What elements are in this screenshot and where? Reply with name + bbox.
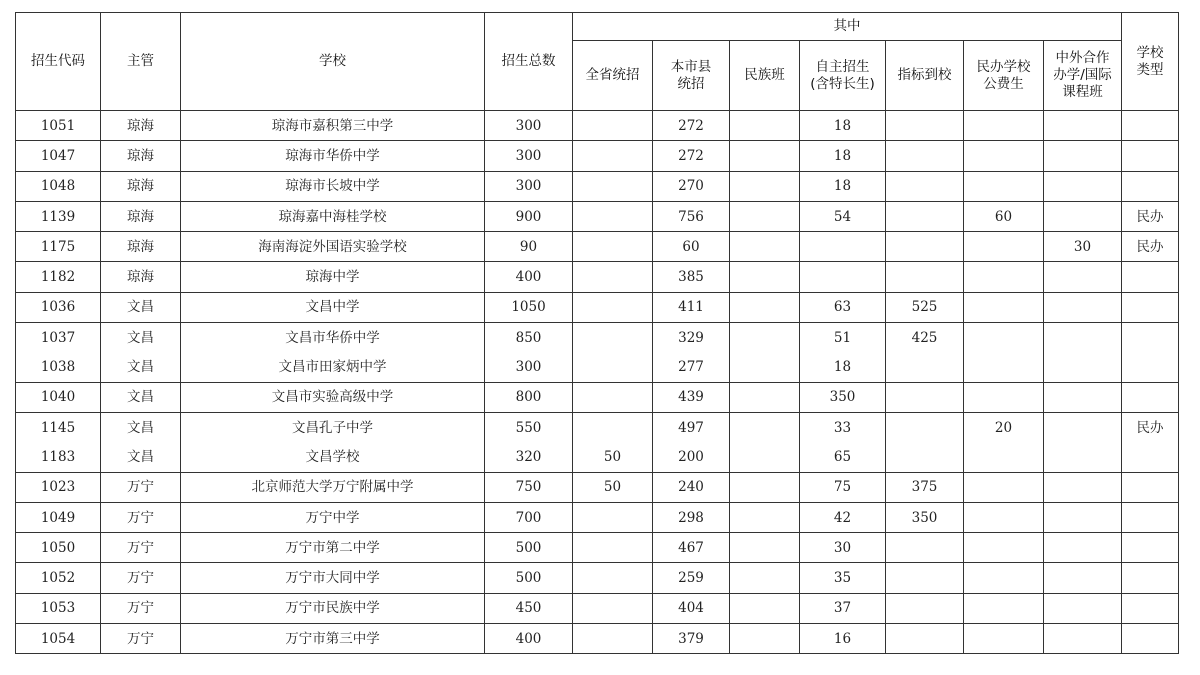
header-type: 学校 类型 xyxy=(1122,13,1179,111)
cell-province xyxy=(573,352,653,382)
table-row xyxy=(16,262,1179,292)
cell-total: 400 xyxy=(485,624,573,654)
cell-intl xyxy=(1044,502,1122,532)
cell-self: 350 xyxy=(800,382,886,412)
cell-private-public xyxy=(964,352,1044,382)
cell-quota xyxy=(886,232,964,262)
cell-code: 1048 xyxy=(16,171,101,201)
header-ethnic: 民族班 xyxy=(730,41,800,111)
cell-total: 500 xyxy=(485,563,573,593)
cell-ethnic xyxy=(730,382,800,412)
cell-city: 298 xyxy=(653,502,730,532)
cell-total: 320 xyxy=(485,442,573,472)
cell-self: 51 xyxy=(800,323,886,353)
cell-quota xyxy=(886,382,964,412)
cell-quota xyxy=(886,563,964,593)
cell-ethnic xyxy=(730,563,800,593)
cell-province xyxy=(573,111,653,141)
cell-type xyxy=(1122,472,1179,502)
cell-org: 万宁 xyxy=(101,563,181,593)
cell-org: 万宁 xyxy=(101,533,181,563)
cell-code: 1053 xyxy=(16,593,101,623)
header-city: 本市县 统招 xyxy=(653,41,730,111)
cell-province xyxy=(573,323,653,353)
cell-type xyxy=(1122,262,1179,292)
table-row xyxy=(16,533,1179,563)
cell-province xyxy=(573,201,653,231)
cell-total: 400 xyxy=(485,262,573,292)
cell-type xyxy=(1122,593,1179,623)
cell-self: 33 xyxy=(800,412,886,442)
cell-intl xyxy=(1044,292,1122,322)
cell-type xyxy=(1122,442,1179,472)
cell-city: 756 xyxy=(653,201,730,231)
cell-code: 1047 xyxy=(16,141,101,171)
admissions-table xyxy=(15,12,1179,654)
cell-total: 700 xyxy=(485,502,573,532)
cell-private-public xyxy=(964,442,1044,472)
table-row xyxy=(16,201,1179,231)
cell-type xyxy=(1122,382,1179,412)
cell-quota xyxy=(886,442,964,472)
header-self: 自主招生 (含特长生) xyxy=(800,41,886,111)
cell-school: 万宁中学 xyxy=(181,502,485,532)
cell-school: 琼海市长坡中学 xyxy=(181,171,485,201)
cell-code: 1054 xyxy=(16,624,101,654)
cell-province xyxy=(573,292,653,322)
cell-code: 1175 xyxy=(16,232,101,262)
header-total: 招生总数 xyxy=(485,13,573,111)
cell-code: 1051 xyxy=(16,111,101,141)
cell-province xyxy=(573,533,653,563)
cell-school: 文昌学校 xyxy=(181,442,485,472)
cell-province xyxy=(573,502,653,532)
cell-total: 550 xyxy=(485,412,573,442)
cell-city: 272 xyxy=(653,111,730,141)
cell-ethnic xyxy=(730,624,800,654)
header-quota: 指标到校 xyxy=(886,41,964,111)
cell-quota xyxy=(886,533,964,563)
table-row xyxy=(16,382,1179,412)
cell-self: 54 xyxy=(800,201,886,231)
cell-code: 1049 xyxy=(16,502,101,532)
cell-school: 万宁市民族中学 xyxy=(181,593,485,623)
cell-province: 50 xyxy=(573,442,653,472)
cell-intl xyxy=(1044,412,1122,442)
cell-intl xyxy=(1044,352,1122,382)
cell-city: 240 xyxy=(653,472,730,502)
cell-org: 文昌 xyxy=(101,382,181,412)
cell-ethnic xyxy=(730,171,800,201)
cell-private-public xyxy=(964,472,1044,502)
header-private-public: 民办学校 公费生 xyxy=(964,41,1044,111)
cell-intl xyxy=(1044,563,1122,593)
cell-school: 琼海中学 xyxy=(181,262,485,292)
cell-code: 1036 xyxy=(16,292,101,322)
cell-city: 272 xyxy=(653,141,730,171)
cell-private-public xyxy=(964,111,1044,141)
cell-province: 50 xyxy=(573,472,653,502)
cell-org: 琼海 xyxy=(101,201,181,231)
cell-self: 16 xyxy=(800,624,886,654)
cell-province xyxy=(573,171,653,201)
cell-province xyxy=(573,262,653,292)
cell-school: 万宁市第三中学 xyxy=(181,624,485,654)
cell-city: 385 xyxy=(653,262,730,292)
cell-city: 439 xyxy=(653,382,730,412)
cell-quota xyxy=(886,593,964,623)
header-intl: 中外合作 办学/国际 课程班 xyxy=(1044,41,1122,111)
cell-province xyxy=(573,382,653,412)
cell-intl xyxy=(1044,323,1122,353)
header-province: 全省统招 xyxy=(573,41,653,111)
cell-self: 18 xyxy=(800,352,886,382)
cell-private-public xyxy=(964,593,1044,623)
cell-province xyxy=(573,593,653,623)
cell-code: 1050 xyxy=(16,533,101,563)
cell-intl xyxy=(1044,533,1122,563)
cell-ethnic xyxy=(730,262,800,292)
cell-self xyxy=(800,232,886,262)
cell-org: 琼海 xyxy=(101,262,181,292)
cell-code: 1052 xyxy=(16,563,101,593)
cell-org: 文昌 xyxy=(101,352,181,382)
cell-type xyxy=(1122,624,1179,654)
header-org: 主管 xyxy=(101,13,181,111)
cell-self: 30 xyxy=(800,533,886,563)
cell-private-public: 60 xyxy=(964,201,1044,231)
cell-school: 文昌市田家炳中学 xyxy=(181,352,485,382)
header-school: 学校 xyxy=(181,13,485,111)
cell-city: 200 xyxy=(653,442,730,472)
cell-org: 文昌 xyxy=(101,442,181,472)
cell-ethnic xyxy=(730,533,800,563)
cell-ethnic xyxy=(730,442,800,472)
cell-code: 1037 xyxy=(16,323,101,353)
table-row xyxy=(16,232,1179,262)
cell-org: 琼海 xyxy=(101,232,181,262)
cell-private-public xyxy=(964,323,1044,353)
cell-city: 259 xyxy=(653,563,730,593)
header-group: 其中 xyxy=(573,13,1122,41)
cell-type: 民办 xyxy=(1122,412,1179,442)
cell-school: 文昌中学 xyxy=(181,292,485,322)
cell-quota xyxy=(886,141,964,171)
cell-private-public xyxy=(964,624,1044,654)
cell-total: 300 xyxy=(485,171,573,201)
cell-private-public xyxy=(964,232,1044,262)
cell-ethnic xyxy=(730,593,800,623)
cell-intl xyxy=(1044,171,1122,201)
cell-quota xyxy=(886,171,964,201)
cell-school: 文昌市华侨中学 xyxy=(181,323,485,353)
cell-city: 329 xyxy=(653,323,730,353)
cell-city: 277 xyxy=(653,352,730,382)
cell-ethnic xyxy=(730,141,800,171)
cell-total: 300 xyxy=(485,141,573,171)
cell-school: 北京师范大学万宁附属中学 xyxy=(181,472,485,502)
cell-code: 1183 xyxy=(16,442,101,472)
cell-self xyxy=(800,262,886,292)
cell-city: 411 xyxy=(653,292,730,322)
cell-quota xyxy=(886,624,964,654)
cell-intl xyxy=(1044,201,1122,231)
cell-ethnic xyxy=(730,292,800,322)
cell-province xyxy=(573,563,653,593)
cell-school: 万宁市第二中学 xyxy=(181,533,485,563)
cell-total: 300 xyxy=(485,111,573,141)
cell-org: 文昌 xyxy=(101,412,181,442)
cell-city: 60 xyxy=(653,232,730,262)
cell-total: 300 xyxy=(485,352,573,382)
cell-city: 404 xyxy=(653,593,730,623)
cell-intl xyxy=(1044,111,1122,141)
cell-self: 18 xyxy=(800,171,886,201)
cell-province xyxy=(573,141,653,171)
cell-city: 467 xyxy=(653,533,730,563)
cell-code: 1139 xyxy=(16,201,101,231)
cell-code: 1182 xyxy=(16,262,101,292)
cell-intl: 30 xyxy=(1044,232,1122,262)
cell-intl xyxy=(1044,472,1122,502)
table-row xyxy=(16,111,1179,141)
cell-type xyxy=(1122,352,1179,382)
cell-type: 民办 xyxy=(1122,232,1179,262)
cell-self: 63 xyxy=(800,292,886,322)
table-row xyxy=(16,563,1179,593)
cell-quota xyxy=(886,201,964,231)
cell-org: 琼海 xyxy=(101,111,181,141)
cell-quota: 375 xyxy=(886,472,964,502)
cell-school: 琼海市华侨中学 xyxy=(181,141,485,171)
cell-quota xyxy=(886,262,964,292)
cell-total: 800 xyxy=(485,382,573,412)
cell-ethnic xyxy=(730,412,800,442)
cell-type: 民办 xyxy=(1122,201,1179,231)
cell-private-public xyxy=(964,533,1044,563)
cell-ethnic xyxy=(730,232,800,262)
cell-quota xyxy=(886,412,964,442)
cell-city: 497 xyxy=(653,412,730,442)
table-row xyxy=(16,292,1179,322)
cell-type xyxy=(1122,502,1179,532)
cell-self: 42 xyxy=(800,502,886,532)
cell-org: 万宁 xyxy=(101,472,181,502)
cell-intl xyxy=(1044,141,1122,171)
table-row xyxy=(16,412,1179,442)
cell-ethnic xyxy=(730,502,800,532)
table-row xyxy=(16,171,1179,201)
cell-ethnic xyxy=(730,323,800,353)
cell-city: 379 xyxy=(653,624,730,654)
cell-intl xyxy=(1044,262,1122,292)
cell-ethnic xyxy=(730,201,800,231)
cell-self: 37 xyxy=(800,593,886,623)
table-row xyxy=(16,593,1179,623)
cell-type xyxy=(1122,323,1179,353)
cell-type xyxy=(1122,141,1179,171)
cell-city: 270 xyxy=(653,171,730,201)
cell-private-public xyxy=(964,141,1044,171)
cell-self: 35 xyxy=(800,563,886,593)
table-row xyxy=(16,352,1179,382)
cell-total: 850 xyxy=(485,323,573,353)
cell-self: 18 xyxy=(800,141,886,171)
cell-intl xyxy=(1044,624,1122,654)
cell-school: 万宁市大同中学 xyxy=(181,563,485,593)
table-row xyxy=(16,472,1179,502)
cell-intl xyxy=(1044,442,1122,472)
cell-type xyxy=(1122,533,1179,563)
cell-type xyxy=(1122,563,1179,593)
cell-school: 文昌孔子中学 xyxy=(181,412,485,442)
cell-org: 琼海 xyxy=(101,141,181,171)
cell-private-public xyxy=(964,563,1044,593)
cell-total: 90 xyxy=(485,232,573,262)
cell-private-public xyxy=(964,382,1044,412)
cell-quota xyxy=(886,111,964,141)
table-row xyxy=(16,624,1179,654)
cell-private-public: 20 xyxy=(964,412,1044,442)
cell-code: 1038 xyxy=(16,352,101,382)
cell-school: 琼海市嘉积第三中学 xyxy=(181,111,485,141)
cell-self: 18 xyxy=(800,111,886,141)
cell-intl xyxy=(1044,382,1122,412)
table-row xyxy=(16,442,1179,472)
cell-total: 750 xyxy=(485,472,573,502)
cell-ethnic xyxy=(730,111,800,141)
cell-type xyxy=(1122,111,1179,141)
cell-type xyxy=(1122,292,1179,322)
cell-quota xyxy=(886,352,964,382)
cell-code: 1145 xyxy=(16,412,101,442)
cell-code: 1040 xyxy=(16,382,101,412)
table-row xyxy=(16,323,1179,353)
cell-org: 琼海 xyxy=(101,171,181,201)
cell-private-public xyxy=(964,262,1044,292)
cell-quota: 425 xyxy=(886,323,964,353)
cell-total: 900 xyxy=(485,201,573,231)
header-code: 招生代码 xyxy=(16,13,101,111)
cell-intl xyxy=(1044,593,1122,623)
table-row xyxy=(16,502,1179,532)
cell-ethnic xyxy=(730,352,800,382)
table-row xyxy=(16,141,1179,171)
cell-org: 文昌 xyxy=(101,323,181,353)
cell-org: 万宁 xyxy=(101,593,181,623)
cell-school: 海南海淀外国语实验学校 xyxy=(181,232,485,262)
cell-ethnic xyxy=(730,472,800,502)
cell-total: 450 xyxy=(485,593,573,623)
cell-province xyxy=(573,412,653,442)
cell-org: 万宁 xyxy=(101,624,181,654)
cell-private-public xyxy=(964,292,1044,322)
cell-self: 65 xyxy=(800,442,886,472)
cell-self: 75 xyxy=(800,472,886,502)
cell-org: 万宁 xyxy=(101,502,181,532)
cell-school: 琼海嘉中海桂学校 xyxy=(181,201,485,231)
cell-private-public xyxy=(964,171,1044,201)
cell-school: 文昌市实验高级中学 xyxy=(181,382,485,412)
cell-quota: 350 xyxy=(886,502,964,532)
cell-province xyxy=(573,624,653,654)
cell-type xyxy=(1122,171,1179,201)
cell-total: 500 xyxy=(485,533,573,563)
cell-total: 1050 xyxy=(485,292,573,322)
cell-code: 1023 xyxy=(16,472,101,502)
cell-quota: 525 xyxy=(886,292,964,322)
cell-province xyxy=(573,232,653,262)
cell-private-public xyxy=(964,502,1044,532)
cell-org: 文昌 xyxy=(101,292,181,322)
